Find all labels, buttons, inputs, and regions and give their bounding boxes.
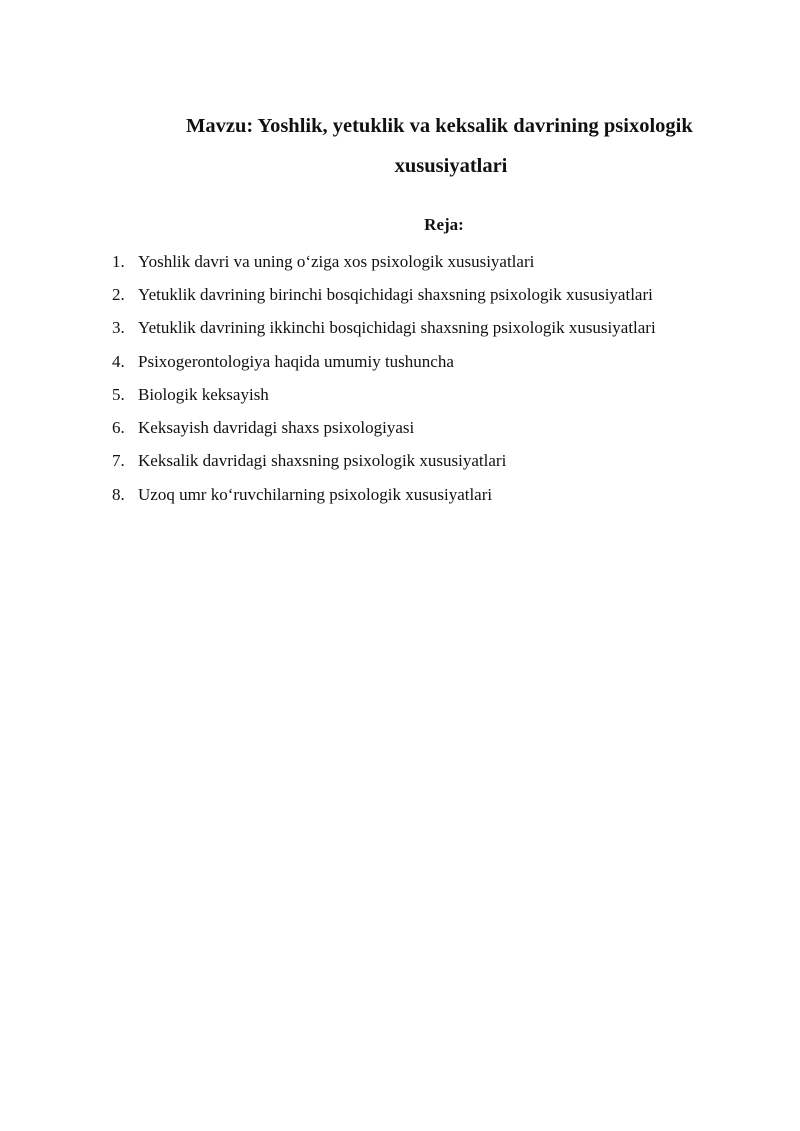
plan-list — [112, 245, 772, 511]
plan-item — [112, 378, 772, 411]
plan-item-number: 8. — [112, 484, 125, 504]
title-line-1: Mavzu: Yoshlik, yetuklik va keksalik davrining psixologik — [186, 115, 693, 137]
plan-item-number: 5. — [112, 384, 125, 404]
plan-item-text: Yetuklik davrining ikkinchi bosqichidagi shaxsning psixologik xususiyatlari — [138, 318, 656, 338]
plan-item-text: Biologik keksayish — [138, 384, 269, 404]
plan-item — [112, 278, 772, 311]
plan-item — [112, 411, 772, 444]
plan-item-number: 7. — [112, 451, 125, 471]
plan-item-text: Yoshlik davri va uning o‘ziga xos psixologik xususiyatlari — [138, 251, 535, 271]
plan-item-text: Keksalik davridagi shaxsning psixologik xususiyatlari — [138, 451, 507, 471]
document-title — [112, 106, 788, 186]
plan-item-text: Uzoq umr ko‘ruvchilarning psixologik xususiyatlari — [138, 484, 493, 504]
plan-heading: Reja: — [424, 215, 464, 234]
plan-item-text: Psixogerontologiya haqida umumiy tushuncha — [138, 351, 454, 371]
plan-item — [112, 312, 772, 345]
plan-item-number: 4. — [112, 351, 125, 371]
plan-item-text: Yetuklik davrining birinchi bosqichidagi shaxsning psixologik xususiyatlari — [138, 284, 653, 304]
plan-item — [112, 478, 772, 511]
plan-item-number: 1. — [112, 251, 125, 271]
plan-item — [112, 345, 772, 378]
plan-item-number: 6. — [112, 418, 125, 438]
plan-item — [112, 445, 772, 478]
plan-item — [112, 245, 772, 278]
title-line-2: xususiyatlari — [394, 155, 508, 177]
plan-item-number: 2. — [112, 284, 125, 304]
plan-item-text: Keksayish davridagi shaxs psixologiyasi — [138, 418, 415, 438]
plan-item-number: 3. — [112, 318, 125, 338]
